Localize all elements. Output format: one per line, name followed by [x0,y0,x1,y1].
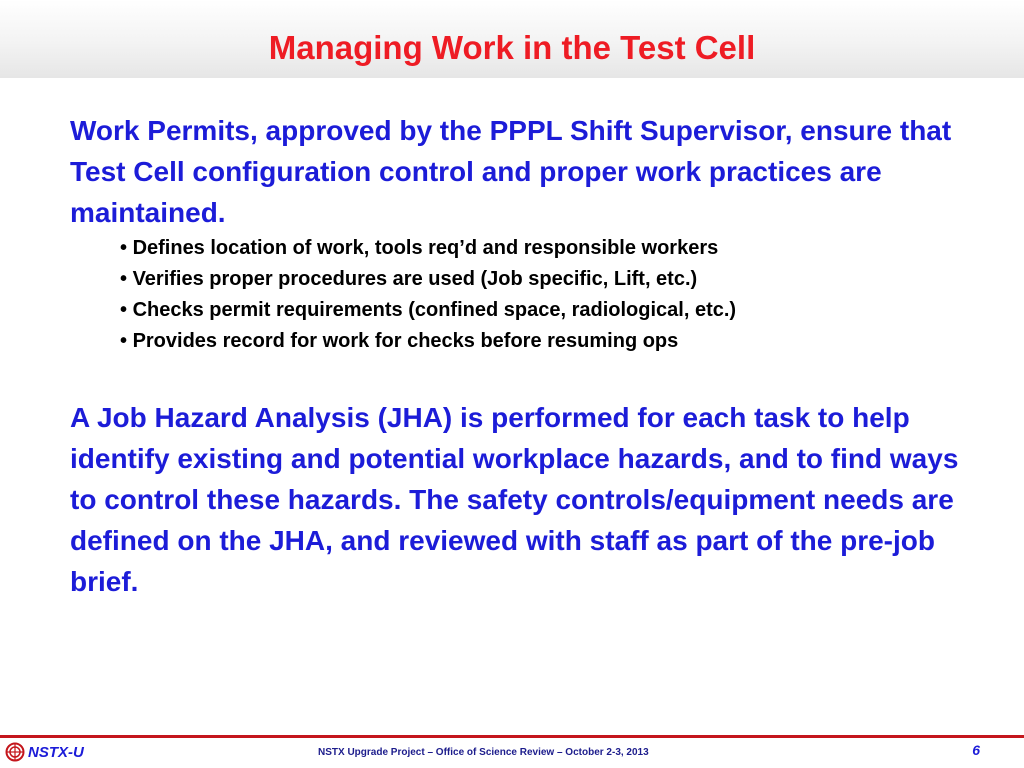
bullet-list [120,233,980,357]
work-permits-paragraph: Work Permits, approved by the PPPL Shift Supervisor, ensure that Test Cell configuration control and proper work practices are maintained. [70,115,952,228]
bullet-item: • Provides record for work for checks before resuming ops [120,326,980,357]
footer-text: NSTX Upgrade Project – Office of Science Review – October 2-3, 2013 [318,747,649,758]
bullet-item: • Defines location of work, tools req’d and responsible workers [120,233,980,264]
slide-title: Managing Work in the Test Cell [268,29,756,66]
logo-text: NSTX-U [28,743,84,761]
bullet-item: • Verifies proper procedures are used (Job specific, Lift, etc.) [120,264,980,295]
bullet-item: • Checks permit requirements (confined space, radiological, etc.) [120,295,980,326]
tokamak-logo-icon [5,742,25,762]
jha-paragraph: A Job Hazard Analysis (JHA) is performed for each task to help identify existing and potential workplace hazards, and to find ways to control these hazards. The safety controls/equipment needs are defined on the JHA, and reviewed with staff as part of the pre-job brief. [70,402,959,597]
nstx-u-logo [5,741,84,763]
page-number: 6 [972,742,980,758]
